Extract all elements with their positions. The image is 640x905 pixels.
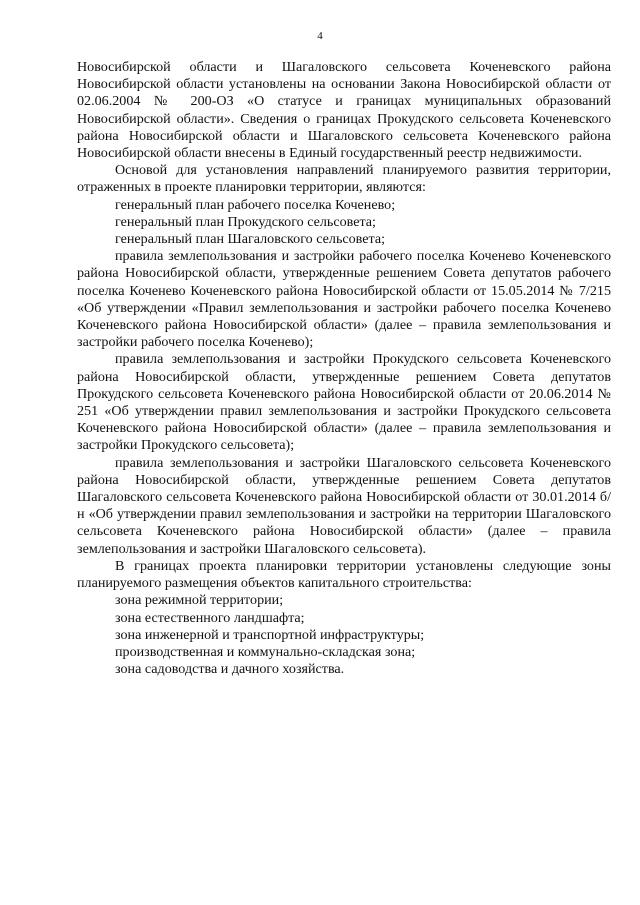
document-body xyxy=(77,59,611,678)
paragraph-legal-basis-borders: Новосибирской области и Шагаловского сельсовета Коченевского района Новосибирской области установлены на основании Закона Новосибирской области от 02.06.2004 № 200-ОЗ «О статусе и границах муниципальных образований Новосибирской области». Сведения о границах Прокудского сельсовета Коченевского района Новосибирской области и Шагаловского сельсовета Коченевского района Новосибирской области внесены в Единый государственный реестр недвижимости. xyxy=(77,59,611,162)
list-item: генеральный план рабочего поселка Коченево; xyxy=(115,196,396,213)
paragraph-rules-kochenevo: правила землепользования и застройки рабочего поселка Коченево Коченевского района Новосибирской области, утвержденные решением Совета депутатов рабочего поселка Коченево Коченевского района Новосибирской области от 15.05.2014 № 7/215 «Об утверждении «Правил землепользования и застройки рабочего поселка Коченево Коченевского района Новосибирской области» (далее – правила землепользования и застройки рабочего поселка Коченево); xyxy=(77,248,611,351)
list-item: производственная и коммунально-складская зона; xyxy=(115,643,416,660)
list-item: зона садоводства и дачного хозяйства. xyxy=(115,661,345,678)
paragraph-zones-intro: В границах проекта планировки территории установлены следующие зоны планируемого размещения объектов капитального строительства: xyxy=(77,557,611,592)
paragraph-rules-shagalovskoe: правила землепользования и застройки Шагаловского сельсовета Коченевского района Новосибирской области, утвержденные решением Совета депутатов Шагаловского сельсовета Коченевского района Новосибирской области от 30.01.2014 б/н «Об утверждении правил землепользования и застройки на территории Шагаловского сельсовета Коченевского района Новосибирской области» (далее – правила землепользования и застройки Шагаловского сельсовета). xyxy=(77,454,611,557)
page-number: 4 xyxy=(317,30,323,42)
list-item: зона режимной территории; xyxy=(115,592,284,609)
list-item: зона естественного ландшафта; xyxy=(115,609,305,626)
list-item: зона инженерной и транспортной инфраструктуры; xyxy=(115,626,425,643)
paragraph-rules-prokudskoe: правила землепользования и застройки Прокудского сельсовета Коченевского района Новосибирской области, утвержденные решением Совета депутатов Прокудского сельсовета Коченевского района Новосибирской области от 20.06.2014 № 251 «Об утверждении правил землепользования и застройки Прокудского сельсовета Коченевского района Новосибирской области» (далее – правила землепользования и застройки Прокудского сельсовета); xyxy=(77,351,611,454)
paragraph-planning-basis-intro: Основой для установления направлений планируемого развития территории, отраженных в проекте планировки территории, являются: xyxy=(77,162,611,196)
list-item: генеральный план Прокудского сельсовета; xyxy=(115,213,376,230)
list-item: генеральный план Шагаловского сельсовета; xyxy=(115,231,386,248)
